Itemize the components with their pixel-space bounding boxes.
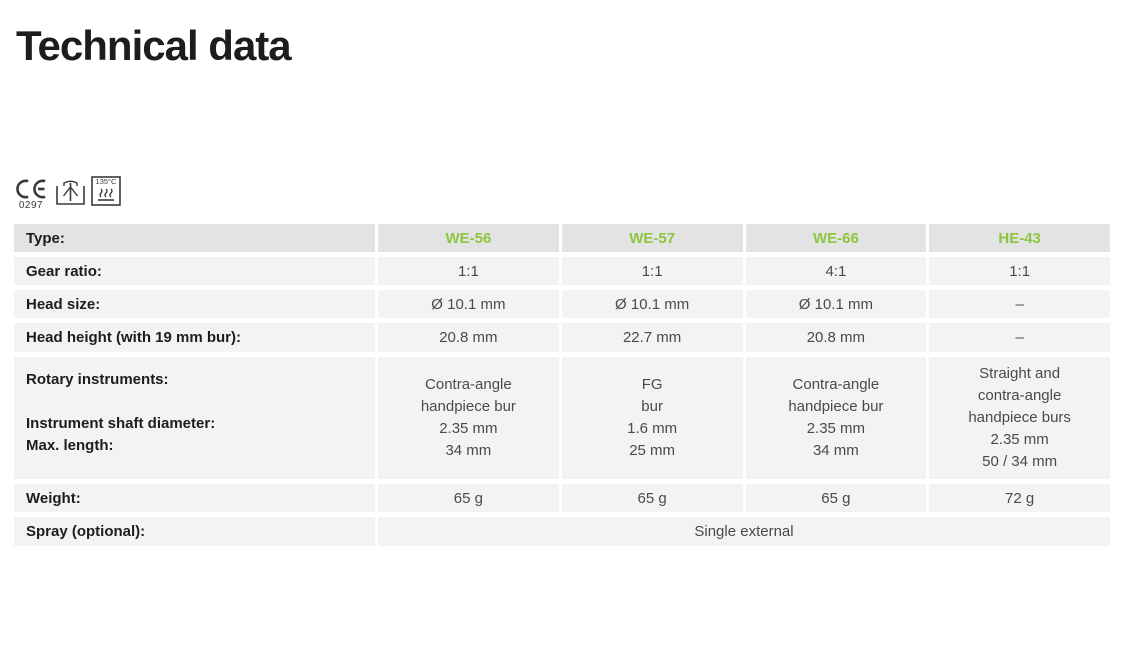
table-header-we56: WE-56	[378, 224, 559, 252]
rotary-we57-line3: 1.6 mm	[627, 420, 678, 437]
rotary-we56-line1: Contra-angle	[425, 376, 512, 393]
rotary-he43-line3: handpiece burs	[968, 409, 1071, 426]
rotary-we66-line2: handpiece bur	[788, 398, 884, 415]
head-size-we56: Ø 10.1 mm	[378, 290, 559, 318]
head-height-we66: 20.8 mm	[746, 323, 927, 352]
gear-ratio-he43: 1:1	[929, 257, 1110, 285]
rotary-we66-line4: 34 mm	[812, 442, 859, 459]
head-size-we66: Ø 10.1 mm	[746, 290, 927, 318]
ce-mark-glyph	[14, 178, 48, 200]
spray-value-merged: Single external	[378, 517, 1110, 546]
instrument-shaft-diameter-label: Instrument shaft diameter:	[26, 415, 216, 432]
sterilize-temp-label: 135°C	[95, 177, 117, 186]
thermo-disinfectable-icon	[55, 179, 86, 211]
gear-ratio-we66: 4:1	[746, 257, 927, 285]
sterilizable-135c-icon	[91, 176, 121, 211]
gear-ratio-we57: 1:1	[562, 257, 743, 285]
weight-we57: 65 g	[562, 484, 743, 512]
rotary-we56-line3: 2.35 mm	[439, 420, 498, 437]
rotary-we57-line1: FG	[641, 376, 663, 393]
row-label-weight: Weight:	[14, 484, 375, 512]
rotary-instruments-label: Rotary instruments:	[26, 371, 169, 388]
rotary-he43-line2: contra-angle	[977, 387, 1062, 404]
rotary-we66-line3: 2.35 mm	[806, 420, 866, 437]
rotary-he43-line1: Straight and	[979, 365, 1061, 382]
weight-we56: 65 g	[378, 484, 559, 512]
rotary-he43	[929, 357, 1110, 479]
table-header-he43: HE-43	[929, 224, 1110, 252]
rotary-we66	[746, 357, 927, 479]
rotary-we57	[562, 357, 743, 479]
row-label-head-height: Head height (with 19 mm bur):	[14, 323, 375, 352]
head-size-we57: Ø 10.1 mm	[562, 290, 743, 318]
technical-data-table	[14, 224, 1110, 546]
rotary-we57-line2: bur	[641, 398, 663, 415]
table-header-type: Type:	[14, 224, 375, 252]
head-height-we56: 20.8 mm	[378, 323, 559, 352]
rotary-we56	[378, 357, 559, 479]
row-label-spray: Spray (optional):	[14, 517, 375, 546]
rotary-we56-line4: 34 mm	[445, 442, 492, 459]
weight-he43: 72 g	[929, 484, 1110, 512]
table-header-we57: WE-57	[562, 224, 743, 252]
head-height-he43: –	[929, 323, 1110, 352]
rotary-we66-line1: Contra-angle	[792, 376, 880, 393]
head-size-he43: –	[929, 290, 1110, 318]
table-header-we66: WE-66	[746, 224, 927, 252]
certification-symbols	[14, 176, 121, 211]
page-title: Technical data	[16, 22, 291, 69]
head-height-we57: 22.7 mm	[562, 323, 743, 352]
rotary-he43-line4: 2.35 mm	[990, 431, 1049, 448]
gear-ratio-we56: 1:1	[378, 257, 559, 285]
max-length-label: Max. length:	[26, 437, 114, 454]
row-label-rotary-instruments	[14, 357, 375, 479]
row-label-gear-ratio: Gear ratio:	[14, 257, 375, 285]
rotary-we56-line2: handpiece bur	[420, 398, 516, 415]
thermo-disinfectable-glyph	[55, 179, 86, 206]
rotary-we57-line4: 25 mm	[629, 442, 676, 459]
ce-number: 0297	[18, 200, 44, 211]
row-label-head-size: Head size:	[14, 290, 375, 318]
ce-mark-icon	[14, 178, 48, 211]
rotary-he43-line5: 50 / 34 mm	[982, 453, 1058, 470]
weight-we66: 65 g	[746, 484, 927, 512]
